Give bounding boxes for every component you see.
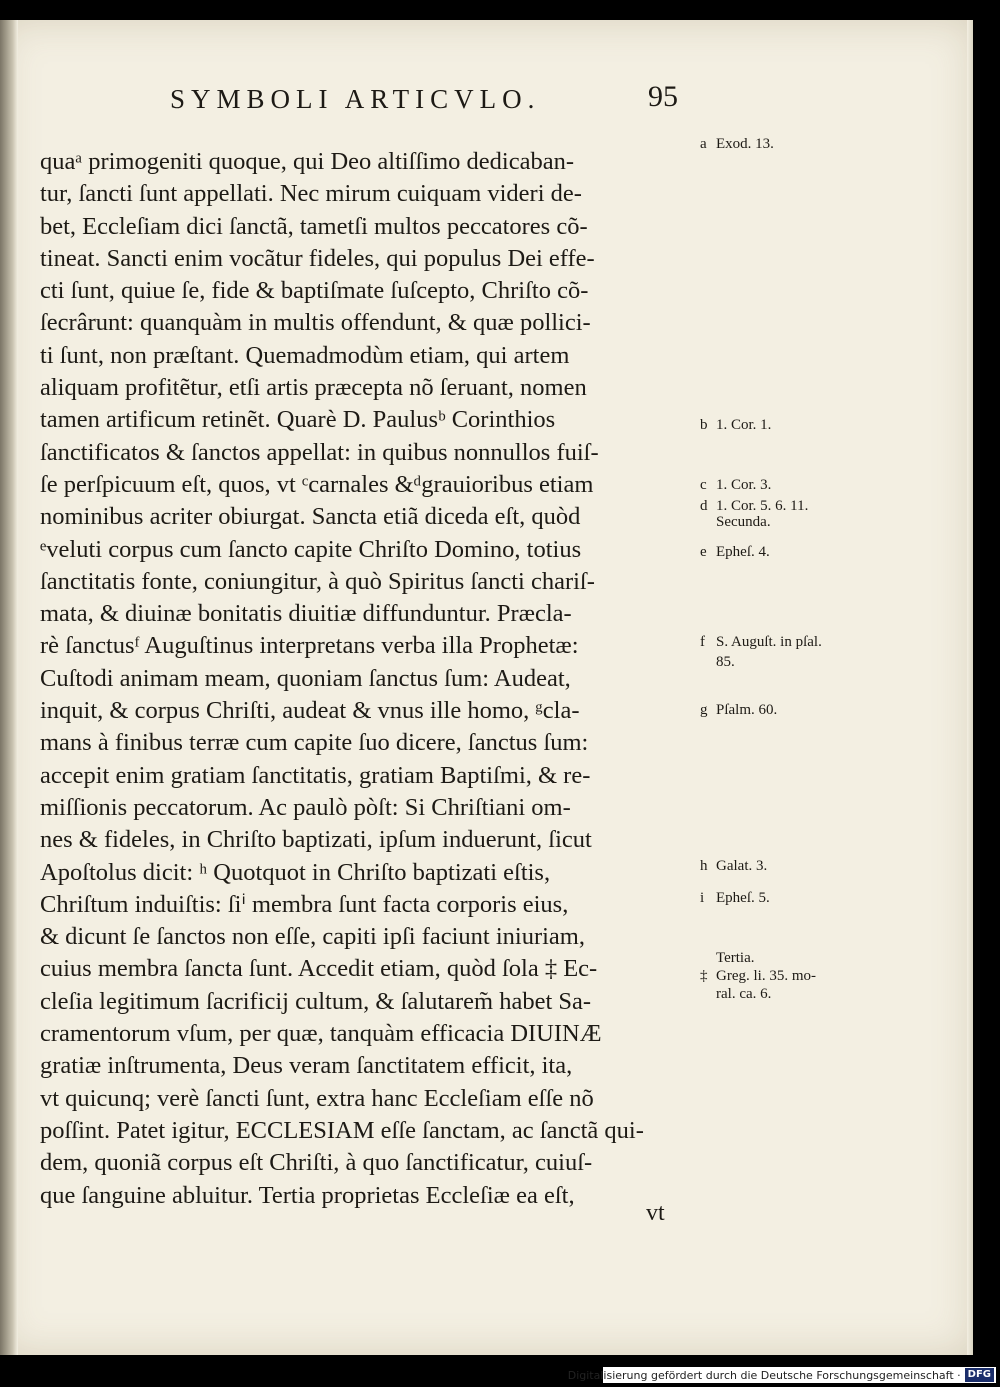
note-text: S. Auguſt. in pſal. <box>716 634 822 650</box>
text-line: bet, Eccleſiam dici ſanctã, tametſi multos peccatores cõ- <box>40 212 588 240</box>
note-marker: a <box>700 136 707 152</box>
text-line: tur, ſancti ſunt appellati. Nec mirum cuiquam videri de- <box>40 180 582 208</box>
margin-note <box>700 514 771 530</box>
margin-note <box>700 986 771 1002</box>
note-text: Secunda. <box>716 514 771 530</box>
margin-note <box>700 858 767 874</box>
note-marker: h <box>700 858 708 874</box>
text-line: ti ſunt, non præſtant. Quemadmodùm etiam, qui artem <box>40 341 570 369</box>
text-line: vt quicunq; verè ſancti ſunt, extra hanc Eccleſiam eſſe nõ <box>40 1084 594 1112</box>
book-page <box>0 20 973 1355</box>
margin-note <box>700 417 771 433</box>
text-line: mata, & diuinæ bonitatis diuitiæ diffunduntur. Præcla- <box>40 600 572 628</box>
digitization-footer <box>567 1367 996 1383</box>
text-line: mans à finibus terræ cum capite ſuo dicere, ſanctus ſum: <box>40 729 589 757</box>
text-line: inquit, & corpus Chriſti, audeat & vnus ille homo, ᵍcla- <box>40 697 580 725</box>
text-line: rè ſanctusᶠ Auguſtinus interpretans verba illa Prophetæ: <box>40 632 579 660</box>
note-text: Exod. 13. <box>716 136 774 152</box>
page-edge <box>967 20 973 1355</box>
note-text: 1. Cor. 5. 6. 11. <box>716 498 809 514</box>
text-line: ſanctificatos & ſanctos appellat: in quibus nonnullos fuiſ- <box>40 438 599 466</box>
note-marker: c <box>700 477 707 493</box>
text-line: nes & fideles, in Chriſto baptizati, ipſum induerunt, ſicut <box>40 826 592 854</box>
body-text <box>40 146 700 1212</box>
margin-note <box>700 702 777 718</box>
running-head: SYMBOLI ARTICVLO. <box>170 84 541 114</box>
note-text: Galat. 3. <box>716 858 768 874</box>
text-line: & dicunt ſe ſanctos non eſſe, capiti ipſi faciunt iniuriam, <box>40 923 585 951</box>
margin-note <box>700 950 755 966</box>
text-line: ſanctitatis fonte, coniungitur, à quò Spiritus ſancti chariſ- <box>40 567 595 595</box>
text-line: Apoſtolus dicit: ʰ Quotquot in Chriſto baptizati eſtis, <box>40 858 551 886</box>
note-text: Epheſ. 4. <box>716 544 770 560</box>
note-text: Tertia. <box>716 950 755 966</box>
text-line: quaᵃ primogeniti quoque, qui Deo altiſſimo dedicaban- <box>40 148 574 175</box>
text-line: Cuſtodi animam meam, quoniam ſanctus ſum: Audeat, <box>40 664 571 692</box>
margin-note <box>700 544 770 560</box>
margin-note <box>700 890 770 906</box>
text-line: gratiæ inſtrumenta, Deus veram ſanctitatem efficit, ita, <box>40 1052 573 1080</box>
note-text: Pſalm. 60. <box>716 702 778 718</box>
text-line: aliquam profitẽtur, etſi artis præcepta nõ ſeruant, nomen <box>40 374 587 402</box>
dfg-logo-icon: DFG <box>965 1368 994 1382</box>
text-line: Chriſtum induiſtis: ſiⁱ membra ſunt facta corporis eius, <box>40 890 569 918</box>
note-text: Greg. li. 35. mo- <box>716 968 816 984</box>
text-line: tineat. Sancti enim vocãtur fideles, qui populus Dei effe- <box>40 244 595 272</box>
text-line: cleſia legitimum ſacrificij cultum, & ſalutarem̃ habet Sa- <box>40 987 592 1015</box>
text-line: ᵉveluti corpus cum ſancto capite Chriſto Domino, totius <box>40 535 582 563</box>
page-gutter <box>0 20 18 1355</box>
note-marker: e <box>700 544 707 560</box>
page-number: 95 <box>648 80 678 113</box>
note-marker: b <box>700 417 708 433</box>
footer-text: Digitalisierung gefördert durch die Deutsche Forschungsgemeinschaft · <box>567 1368 961 1382</box>
note-text: 1. Cor. 3. <box>716 477 772 493</box>
note-text: ral. ca. 6. <box>716 986 772 1002</box>
note-marker: i <box>700 890 705 906</box>
text-line: dem, quoniã corpus eſt Chriſti, à quo ſanctificatur, cuiuſ- <box>40 1149 593 1177</box>
text-line: ſecrârunt: quanquàm in multis offendunt, & quæ pollici- <box>40 309 591 337</box>
margin-note <box>700 136 774 152</box>
text-line: ſe perſpicuum eſt, quos, vt ᶜcarnales &ᵈgrauioribus etiam <box>40 470 594 498</box>
margin-note <box>700 498 808 514</box>
margin-note <box>700 634 822 650</box>
text-line: cti ſunt, quiue ſe, fide & baptiſmate ſuſcepto, Chriſto cõ- <box>40 277 589 305</box>
catchword: vt <box>646 1200 665 1226</box>
margin-note <box>700 968 816 984</box>
text-line: cuius membra ſancta ſunt. Accedit etiam, quòd ſola ‡ Ec- <box>40 955 598 983</box>
text-line: tamen artificum retinẽt. Quarè D. Paulusᵇ Corinthios <box>40 406 556 434</box>
margin-note <box>700 477 771 493</box>
margin-note <box>700 654 735 670</box>
text-line: poſſint. Patet igitur, ECCLESIAM eſſe ſanctam, ac ſanctã qui- <box>40 1116 644 1144</box>
note-marker: g <box>700 702 708 718</box>
text-line: accepit enim gratiam ſanctitatis, gratiam Baptiſmi, & re- <box>40 761 591 789</box>
note-text: 85. <box>716 654 735 670</box>
note-marker: d <box>700 498 708 514</box>
note-text: 1. Cor. 1. <box>716 417 772 433</box>
text-line: cramentorum vſum, per quæ, tanquàm efficacia DIUINÆ <box>40 1020 602 1048</box>
note-text: Epheſ. 5. <box>716 890 770 906</box>
text-line: nominibus acriter obiurgat. Sancta etiã diceda eſt, quòd <box>40 503 581 531</box>
note-marker: ‡ <box>700 968 708 984</box>
note-marker: f <box>700 634 705 650</box>
text-line: miſſionis peccatorum. Ac paulò pòſt: Si Chriſtiani om- <box>40 793 571 821</box>
text-line: que ſanguine abluitur. Tertia proprietas Eccleſiæ ea eſt, <box>40 1181 575 1209</box>
